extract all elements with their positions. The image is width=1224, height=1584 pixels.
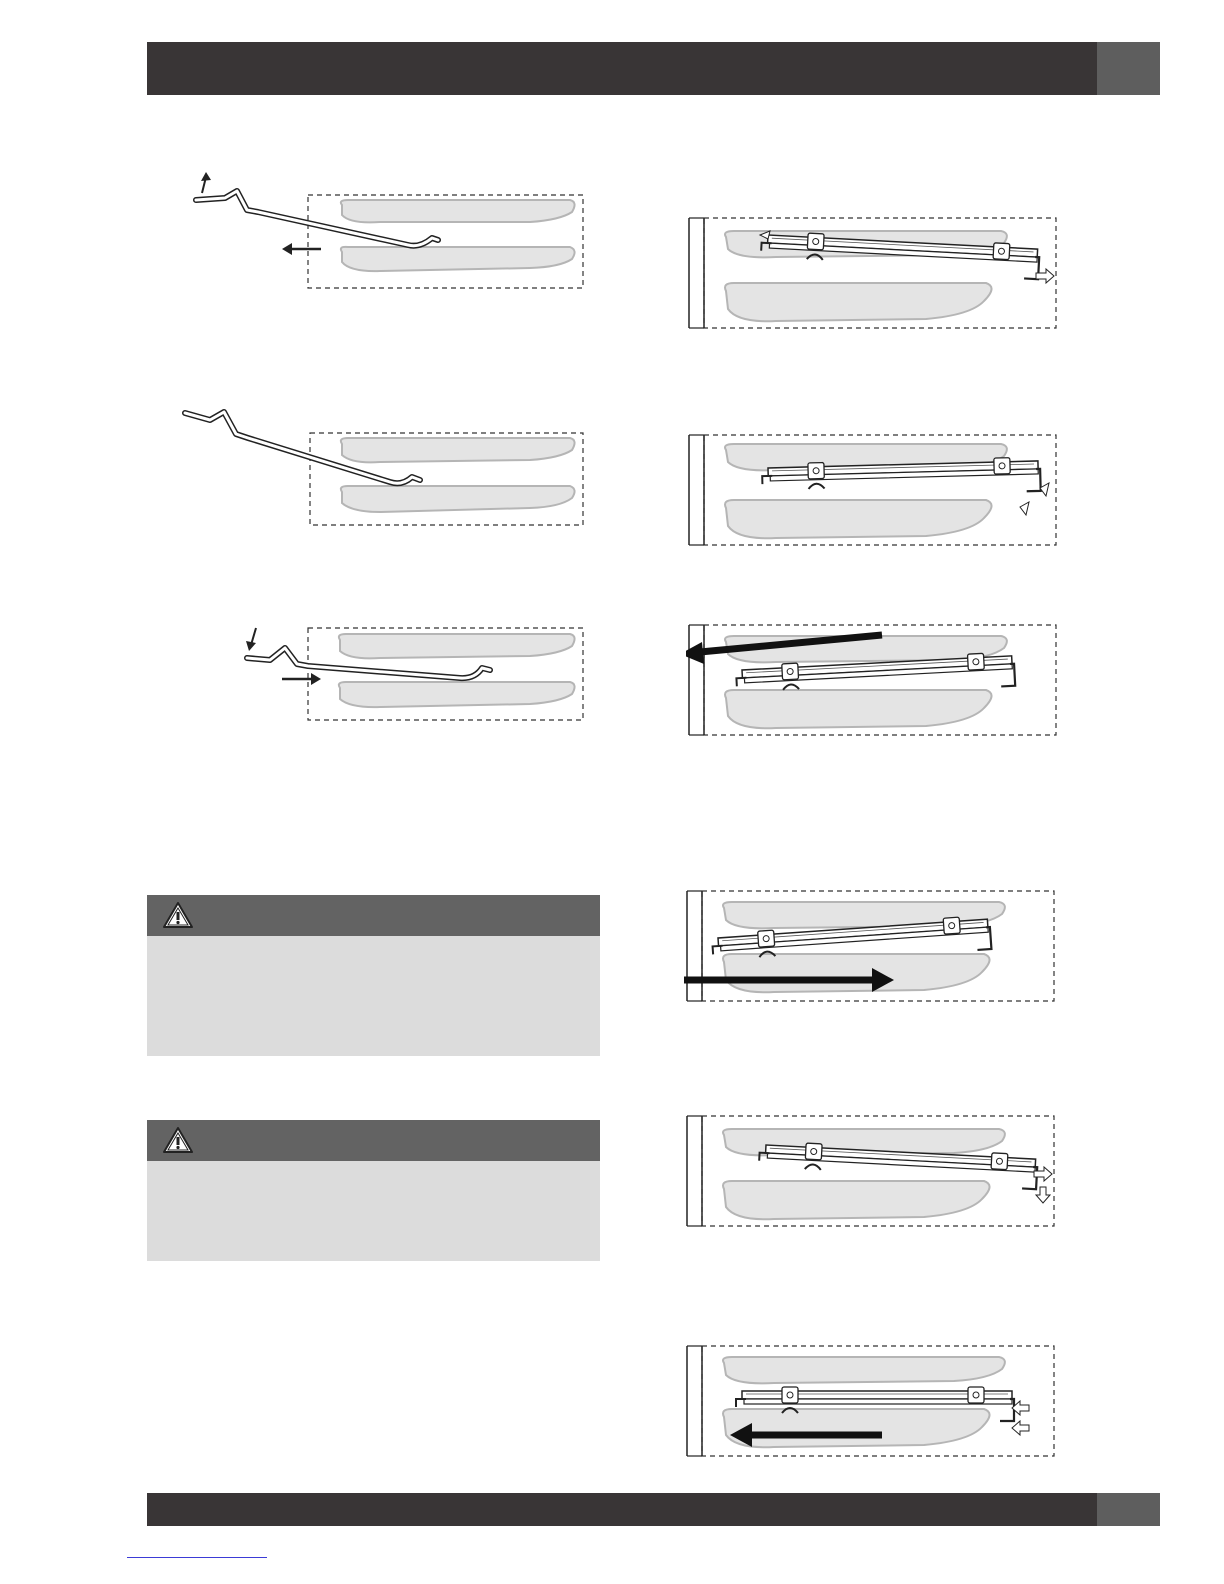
footer-link-underline[interactable] bbox=[127, 1557, 267, 1558]
warning-triangle-icon bbox=[162, 1126, 194, 1154]
wire-shelf-figure-2 bbox=[180, 400, 600, 540]
footer-page-tab bbox=[1097, 1493, 1160, 1526]
header-page-tab bbox=[1097, 42, 1160, 95]
footer-bar bbox=[147, 1493, 1097, 1526]
warning-box-1 bbox=[147, 895, 600, 1056]
arrow-down-icon bbox=[246, 628, 256, 651]
warning-triangle-icon bbox=[162, 901, 194, 929]
header-bar bbox=[147, 42, 1097, 95]
wire-shelf-figure-3 bbox=[230, 610, 600, 730]
telescopic-runner-figure-2 bbox=[686, 432, 1066, 550]
telescopic-runner-figure-1 bbox=[686, 215, 1066, 333]
arrow-right-icon bbox=[282, 673, 321, 685]
outline-arrow-diagonal-icon bbox=[1020, 483, 1049, 515]
warning-header-2 bbox=[147, 1120, 600, 1161]
telescopic-runner-figure-5 bbox=[684, 1113, 1064, 1231]
warning-header-1 bbox=[147, 895, 600, 936]
arrow-left-icon bbox=[282, 243, 321, 255]
telescopic-runner-figure-6 bbox=[684, 1343, 1064, 1461]
telescopic-runner-figure-4 bbox=[684, 888, 1064, 1006]
warning-box-2 bbox=[147, 1120, 600, 1261]
outline-arrow-down-icon bbox=[1036, 1187, 1050, 1203]
wire-shelf-figure-1 bbox=[180, 160, 600, 300]
arrow-up-icon bbox=[201, 172, 211, 193]
telescopic-runner-figure-3 bbox=[686, 622, 1066, 740]
